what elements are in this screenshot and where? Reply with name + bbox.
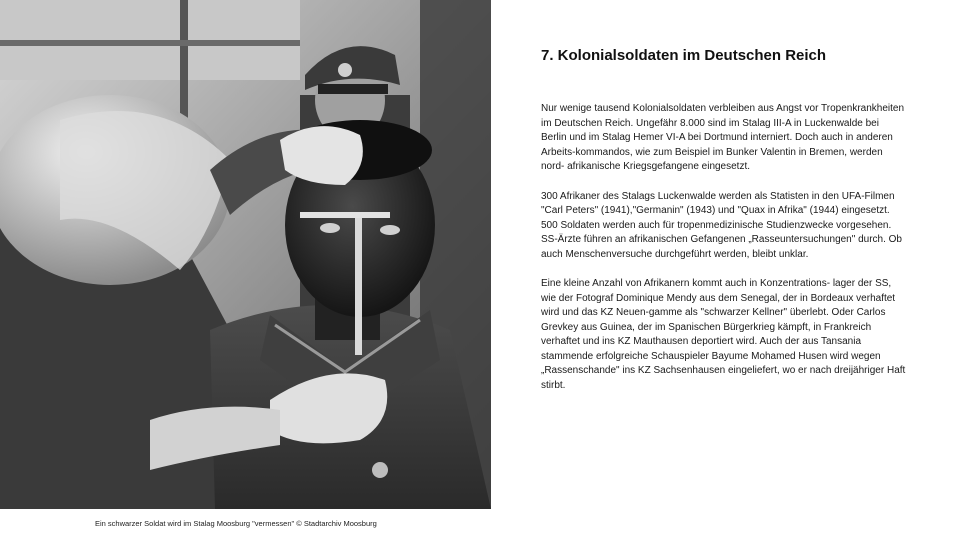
article-paragraph: Nur wenige tausend Kolonialsoldaten verbleiben aus Angst vor Tropenkrankheiten im Deutschen Reich. Ungefähr 8.000 sind im Stalag III-A in Luckenwalde bei Berlin und im Stalag Hemer VI-A bei Dortmund interniert. Doch auch in anderen Arbeits-kommandos, wie zum Beispiel im Bunker Valentin in Bremen, werden nord- afrikanische Kriegsgefangene eingesetzt. [541, 103, 905, 172]
article-paragraph: 300 Afrikaner des Stalags Luckenwalde werden als Statisten in den UFA-Filmen "Carl Peters" (1941),"Germanin" (1943) und "Quax in Afrika" (1944) eingesetzt. 500 Soldaten werden auch für tropenmedizinische Studienzwecke vorgesehen. SS-Ärzte führen an afrikanischen Gefangenen „Rasseuntersuchungen" durch. Ob auch Menschenversuche durchgeführt werden, bleibt unklar. [541, 190, 902, 260]
article [541, 46, 906, 408]
article-paragraph: Eine kleine Anzahl von Afrikanern kommt auch in Konzentrations- lager der SS, wie der Fotograf Dominique Mendy aus dem Senegal, der in Bordeaux verhaftet wird und das KZ Neuen-gamme als "schwarzer Kellner" überlebt. Oder Carlos Grevkey aus Guinea, der im Spanischen Bürgerkrieg kämpft, in Frankreich verhaftet und ins KZ Mauthausen deportiert wird. Auch der aus Tansania stammende erfolgreiche Schauspieler Bayume Mohamed Husen wird wegen „Rassenschande" ins KZ Sachsenhausen eingeliefert, wo er nach dreijähriger Haft stirbt. [541, 278, 906, 391]
photo-illustration [0, 0, 491, 509]
photo-caption: Ein schwarzer Soldat wird im Stalag Moosburg "vermessen" © Stadtarchiv Moosburg [95, 519, 377, 528]
article-title: 7. Kolonialsoldaten im Deutschen Reich [541, 47, 827, 64]
historical-photo [0, 0, 491, 509]
